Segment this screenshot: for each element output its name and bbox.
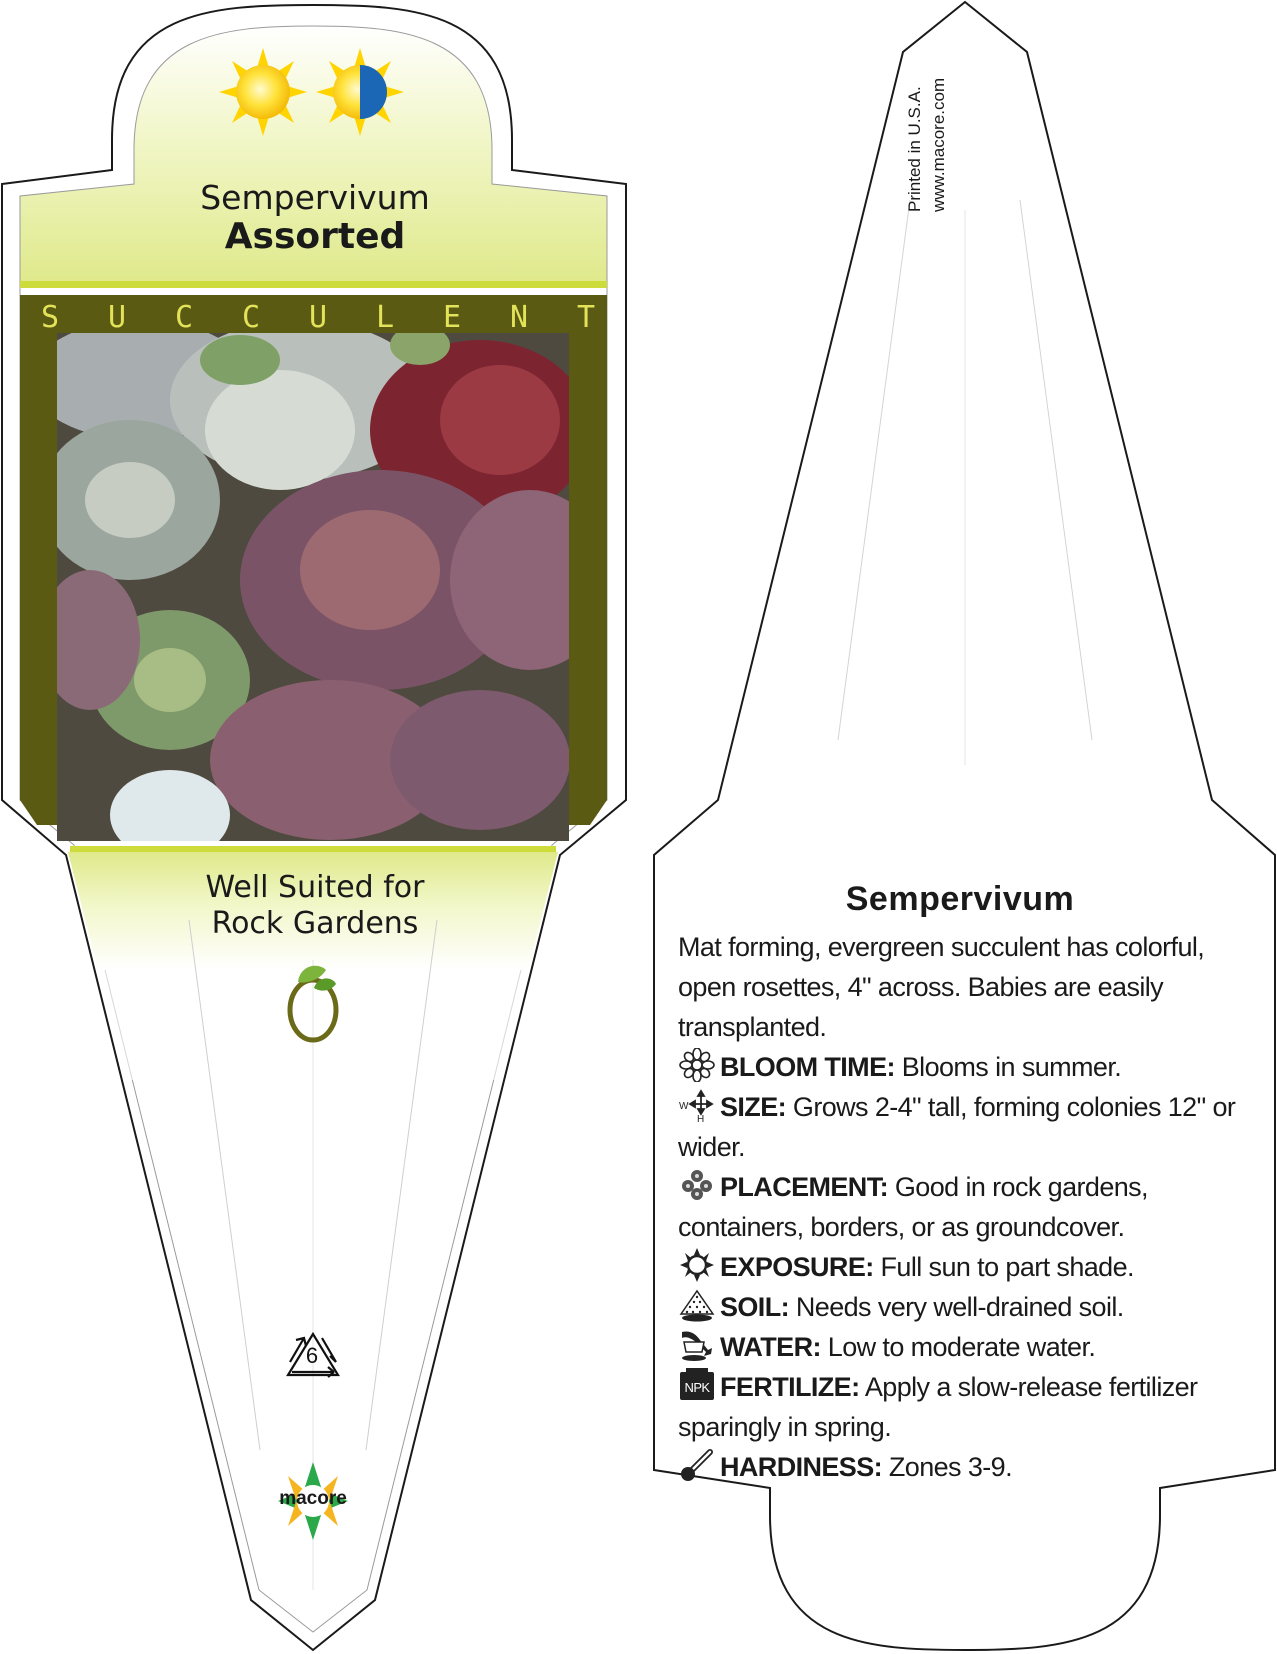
care-text: Grows 2-4" tall, forming colonies 12" or wider. xyxy=(678,1092,1236,1162)
care-text: Apply a slow-release fertilizer sparingly in spring. xyxy=(678,1372,1198,1442)
website: www.macore.com xyxy=(929,77,948,212)
thermometer-icon xyxy=(678,1448,716,1482)
npk-icon xyxy=(678,1368,716,1402)
category-letter: E xyxy=(442,300,462,335)
category-letter: N xyxy=(509,300,529,335)
care-row-water xyxy=(678,1327,1268,1367)
size-arrows-icon xyxy=(678,1088,716,1122)
recycle-number: 6 xyxy=(305,1343,319,1368)
front-variety-name: Assorted xyxy=(224,216,406,257)
category-letter: T xyxy=(576,300,596,335)
placement-flowers-icon xyxy=(678,1168,716,1202)
svg-text:W: W xyxy=(679,1101,688,1112)
care-label: HARDINESS: xyxy=(720,1452,883,1482)
category-letter: S xyxy=(40,300,60,335)
care-row-hardiness xyxy=(678,1447,1268,1487)
sun-outline-icon xyxy=(678,1248,716,1282)
care-row-size xyxy=(678,1087,1268,1167)
care-row-placement xyxy=(678,1167,1268,1247)
category-letter: C xyxy=(174,300,194,335)
care-text: Needs very well-drained soil. xyxy=(789,1292,1124,1322)
care-text: Full sun to part shade. xyxy=(873,1252,1134,1282)
slogan-line: Rock Gardens xyxy=(211,906,419,941)
category-banner xyxy=(38,300,598,334)
care-row-bloom-time xyxy=(678,1047,1268,1087)
soil-pile-icon xyxy=(678,1288,716,1322)
printed-in: Printed in U.S.A. xyxy=(905,86,924,212)
front-plant-name: Sempervivum xyxy=(200,178,430,217)
svg-text:NPK: NPK xyxy=(684,1380,710,1395)
care-text: Blooms in summer. xyxy=(894,1052,1122,1082)
care-label: SOIL: xyxy=(720,1292,789,1322)
care-row-exposure xyxy=(678,1247,1268,1287)
care-label: PLACEMENT: xyxy=(720,1172,888,1202)
brand-wordmark: macore xyxy=(279,1488,347,1509)
svg-text:H: H xyxy=(697,1114,704,1122)
care-label: BLOOM TIME: xyxy=(720,1052,895,1082)
care-row-fertilize xyxy=(678,1367,1268,1447)
care-label: WATER: xyxy=(720,1332,821,1362)
printer-credit xyxy=(903,52,955,212)
plant-description: Mat forming, evergreen succulent has colorful, open rosettes, 4" across. Babies are easily transplanted. xyxy=(678,932,1205,1042)
back-plant-name: Sempervivum xyxy=(845,880,1075,918)
slogan-line: Well Suited for xyxy=(205,870,425,905)
watering-can-icon xyxy=(678,1328,716,1362)
front-slogan xyxy=(90,870,540,942)
category-letter: U xyxy=(308,300,328,335)
care-text: Zones 3-9. xyxy=(882,1452,1012,1482)
care-text: Low to moderate water. xyxy=(820,1332,1096,1362)
care-label: EXPOSURE: xyxy=(720,1252,874,1282)
category-letter: U xyxy=(107,300,127,335)
care-row-soil xyxy=(678,1287,1268,1327)
care-text: Good in rock gardens, containers, borders, or as groundcover. xyxy=(678,1172,1148,1242)
category-letter: C xyxy=(241,300,261,335)
care-instructions xyxy=(678,927,1268,1487)
care-label: SIZE: xyxy=(720,1092,787,1122)
category-letter: L xyxy=(375,300,395,335)
flower-icon xyxy=(678,1048,716,1082)
care-label: FERTILIZE: xyxy=(720,1372,860,1402)
